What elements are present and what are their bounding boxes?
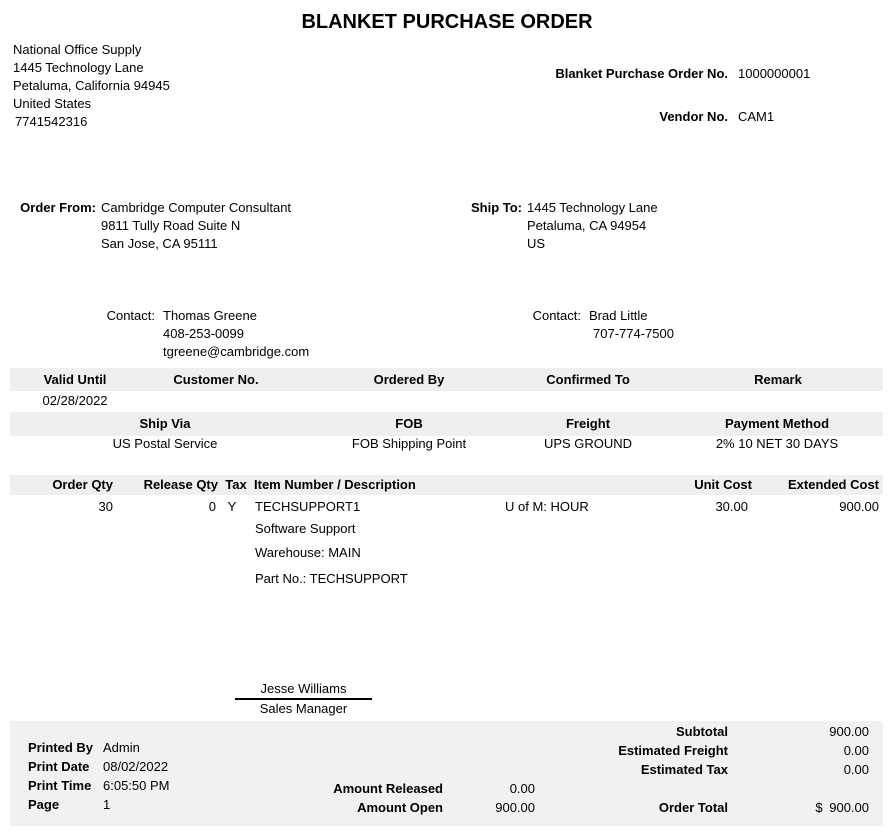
print-time-label: Print Time xyxy=(28,778,92,793)
print-date-value: 08/02/2022 xyxy=(103,759,169,774)
fob-value: FOB Shipping Point xyxy=(351,436,467,451)
print-time-value: 6:05:50 PM xyxy=(103,778,170,793)
amount-released-label: Amount Released xyxy=(333,781,443,796)
po-number-value: 1000000001 xyxy=(738,66,811,81)
document-title: BLANKET PURCHASE ORDER xyxy=(301,11,593,33)
amount-open-value: 900.00 xyxy=(495,800,535,815)
ship-to-country: US xyxy=(527,236,546,251)
signature-name: Jesse Williams xyxy=(235,681,372,700)
print-date-label: Print Date xyxy=(28,759,90,774)
ship-to-street: 1445 Technology Lane xyxy=(527,200,658,215)
ship-via-value: US Postal Service xyxy=(112,436,218,451)
header-confirmed-to: Confirmed To xyxy=(546,372,630,387)
estimated-tax-label: Estimated Tax xyxy=(640,762,728,777)
order-from-name: Cambridge Computer Consultant xyxy=(101,200,292,215)
order-qty-value: 30 xyxy=(98,499,113,514)
header-release-qty: Release Qty xyxy=(143,477,218,492)
order-from-contact-name: Thomas Greene xyxy=(163,308,257,323)
item-description: Software Support xyxy=(255,521,356,536)
company-country: United States xyxy=(13,96,92,111)
company-street: 1445 Technology Lane xyxy=(13,60,144,75)
ship-to-contact-name: Brad Little xyxy=(589,308,648,323)
header-unit-cost: Unit Cost xyxy=(694,477,752,492)
item-number: TECHSUPPORT1 xyxy=(255,499,361,514)
estimated-tax-value: 0.00 xyxy=(843,762,869,777)
release-qty-value: 0 xyxy=(208,499,216,514)
vendor-number-value: CAM1 xyxy=(738,109,775,124)
company-city: Petaluma, California 94945 xyxy=(13,78,170,93)
printed-by-label: Printed By xyxy=(28,740,94,755)
signature-block xyxy=(235,681,372,716)
amount-open-label: Amount Open xyxy=(357,800,443,815)
order-from-city: San Jose, CA 95111 xyxy=(101,236,218,251)
order-from-contact-label: Contact: xyxy=(106,308,155,323)
order-total-value: $ 900.00 xyxy=(815,800,869,815)
freight-value: UPS GROUND xyxy=(543,436,633,451)
payment-method-value: 2% 10 NET 30 DAYS xyxy=(715,436,839,451)
vendor-number-label: Vendor No. xyxy=(659,109,728,124)
unit-cost-value: 30.00 xyxy=(715,499,748,514)
item-warehouse: Warehouse: MAIN xyxy=(255,545,361,560)
info-header-bar-1 xyxy=(10,368,883,391)
ship-to-contact-label: Contact: xyxy=(532,308,581,323)
item-part-no: Part No.: TECHSUPPORT xyxy=(255,571,408,586)
header-customer-no: Customer No. xyxy=(173,372,259,387)
ship-to-contact-phone: 707-774-7500 xyxy=(593,326,674,341)
order-from-contact-email: tgreene@cambridge.com xyxy=(163,344,310,359)
order-from-contact-phone: 408-253-0099 xyxy=(163,326,244,341)
item-uom: U of M: HOUR xyxy=(505,499,589,514)
subtotal-value: 900.00 xyxy=(829,724,869,739)
items-header-bar xyxy=(10,475,883,495)
ship-to-label: Ship To: xyxy=(470,200,522,215)
header-remark: Remark xyxy=(754,372,802,387)
header-item-number: Item Number / Description xyxy=(254,477,416,492)
header-ship-via: Ship Via xyxy=(139,416,191,431)
header-freight: Freight xyxy=(565,416,611,431)
company-phone: 7741542316 xyxy=(15,114,88,129)
order-from-street: 9811 Tully Road Suite N xyxy=(101,218,241,233)
printed-by-value: Admin xyxy=(103,740,140,755)
order-total-label: Order Total xyxy=(658,800,728,815)
header-extended-cost: Extended Cost xyxy=(787,477,879,492)
po-number-label: Blanket Purchase Order No. xyxy=(555,66,728,81)
extended-cost-value: 900.00 xyxy=(839,499,879,514)
order-from-label: Order From: xyxy=(20,200,96,215)
header-tax: Tax xyxy=(225,477,247,492)
subtotal-label: Subtotal xyxy=(676,724,728,739)
estimated-freight-value: 0.00 xyxy=(843,743,869,758)
header-fob: FOB xyxy=(395,416,423,431)
header-valid-until: Valid Until xyxy=(43,372,107,387)
company-name: National Office Supply xyxy=(13,42,142,57)
page-value: 1 xyxy=(103,797,111,812)
estimated-freight-label: Estimated Freight xyxy=(618,743,728,758)
page-label: Page xyxy=(28,797,60,812)
header-ordered-by: Ordered By xyxy=(373,372,445,387)
amount-released-value: 0.00 xyxy=(509,781,535,796)
signature-role: Sales Manager xyxy=(259,701,348,716)
header-payment-method: Payment Method xyxy=(724,416,830,431)
header-order-qty: Order Qty xyxy=(52,477,113,492)
valid-until-value: 02/28/2022 xyxy=(42,393,108,408)
ship-to-city: Petaluma, CA 94954 xyxy=(527,218,647,233)
tax-value: Y xyxy=(227,499,237,514)
